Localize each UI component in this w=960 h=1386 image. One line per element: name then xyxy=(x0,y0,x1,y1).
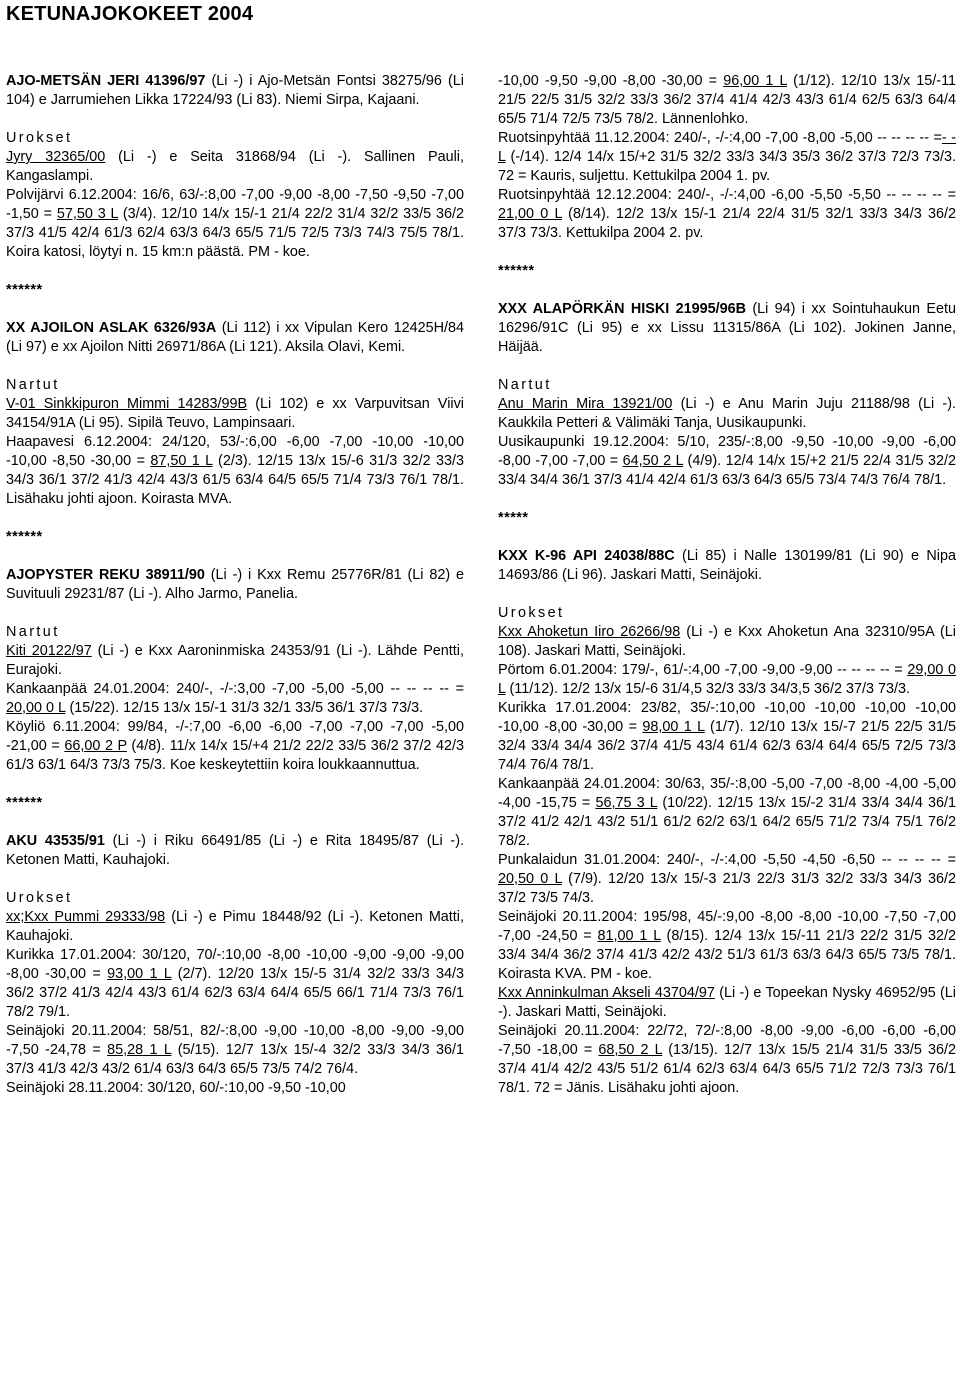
right-column xyxy=(498,72,956,1117)
result-line: Kurikka 17.01.2004: 23/82, 35/-:10,00 -10,00 -10,00 -10,00 -10,00 -10,00 -8,00 -30,00 = 98,00 1 L (1/7). 12/10 13/x 15/-7 21/5 22/5 31/5 32/4 33/4 34/4 36/2 37/4 41/5 43/4 61/4 62/3 63/4 64/4 65/5 72/5 73/3 74/4 76/4 78/1. xyxy=(498,700,956,773)
litter-entry xyxy=(6,566,464,813)
dog-name: Anu Marin Mira 13921/00 xyxy=(498,396,673,412)
dog-name: Kxx Anninkulman Akseli 43704/97 xyxy=(498,985,715,1001)
result-score: 96,00 1 L xyxy=(723,73,787,89)
result-score: 81,00 1 L xyxy=(597,928,661,944)
litter-title: KXX K-96 API 24038/88C xyxy=(498,548,675,564)
result-score: 64,50 2 L xyxy=(622,453,684,469)
result-score: - - L xyxy=(498,130,956,165)
litter-title: XX AJOILON ASLAK 6326/93A xyxy=(6,320,217,336)
result-line: Köyliö 6.11.2004: 99/84, -/-:7,00 -6,00 -6,00 -7,00 -7,00 -7,00 -5,00 -21,00 = 66,00 2 P (4/8). 11/x 14/x 15/+4 21/2 22/2 33/5 36/2 37/2 42/3 61/3 63/1 64/3 73/3 75/3. Koe keskeytettiin koira loukkaannuttua. xyxy=(6,719,464,773)
result-line: Kankaanpää 24.01.2004: 30/63, 35/-:8,00 -5,00 -7,00 -8,00 -4,00 -5,00 -4,00 -15,75 = 56,75 3 L (10/22). 12/15 13/x 15/-2 31/4 33/4 34/4 36/1 37/2 41/2 42/1 43/2 51/1 61/2 62/2 63/1 64/2 65/5 71/2 73/4 75/1 76/2 78/2. xyxy=(498,776,956,849)
litter-title: AJO-METSÄN JERI 41396/97 xyxy=(6,73,206,89)
result-line: Pörtom 6.01.2004: 179/-, 61/-:4,00 -7,00 -9,00 -9,00 -- -- -- -- = 29,00 0 L (11/12). 12/2 13/x 15/-6 31/4,5 32/3 33/3 34/3,5 36/2 37/3 73/3. xyxy=(498,662,957,697)
separator-stars: ***** xyxy=(498,510,529,526)
continued-entry xyxy=(498,72,956,281)
result-line: Kankaanpää 24.01.2004: 240/-, -/-:3,00 -7,00 -5,00 -5,00 -- -- -- -- = 20,00 0 L (15/22). 12/15 13/x 15/-1 31/3 32/1 33/5 36/1 37/3 73/3. xyxy=(6,681,464,716)
result-line: -10,00 -9,50 -9,00 -8,00 -30,00 = 96,00 1 L (1/12). 12/10 13/x 15/-11 21/5 22/5 31/5 32/2 33/3 36/2 37/4 41/4 42/3 43/3 61/4 62/5 63/3 64/4 65/5 71/4 72/5 73/5 78/2. Lännenlohko. xyxy=(498,73,957,127)
result-score: 98,00 1 L xyxy=(642,719,705,735)
section-label: Urokset xyxy=(6,890,73,906)
dog-name: Jyry 32365/00 xyxy=(6,149,106,165)
dog-name: Kxx Ahoketun Iiro 26266/98 xyxy=(498,624,681,640)
separator-stars: ****** xyxy=(6,795,43,811)
dog-header: Kxx Anninkulman Akseli 43704/97 (Li -) e Topeekan Nysky 46952/95 (Li -). Jaskari Matti, Seinäjoki. xyxy=(498,985,957,1020)
left-column xyxy=(6,72,464,1117)
litter-header: KXX K-96 API 24038/88C (Li 85) i Nalle 130199/81 (Li 90) e Nipa 14693/86 (Li 96). Jaskari Matti, Seinäjoki. xyxy=(498,548,956,583)
section-label: Nartut xyxy=(6,624,60,640)
litter-header: AKU 43535/91 (Li -) i Riku 66491/85 (Li -) e Rita 18495/87 (Li -). Ketonen Matti, Kauhajoki. xyxy=(6,833,464,868)
litter-header: AJO-METSÄN JERI 41396/97 (Li -) i Ajo-Metsän Fontsi 38275/96 (Li 104) e Jarrumiehen Likka 17224/93 (Li 83). Niemi Sirpa, Kajaani. xyxy=(6,73,465,108)
separator-stars: ****** xyxy=(498,263,535,279)
litter-entry xyxy=(6,319,464,547)
result-line: Seinäjoki 20.11.2004: 58/51, 82/-:8,00 -9,00 -10,00 -8,00 -9,00 -9,00 -7,50 -24,78 = 85,28 1 L (5/15). 12/7 13/x 15/-4 32/2 33/3 34/3 36/1 37/3 41/3 42/3 43/2 61/4 63/3 64/3 65/5 73/5 74/2 76/4. xyxy=(6,1023,464,1077)
dog-header: Kiti 20122/97 (Li -) e Kxx Aaroninmiska 24353/91 (Li -). Lähde Pentti, Eurajoki. xyxy=(6,643,464,678)
litter-title: AKU 43535/91 xyxy=(6,833,105,849)
dog-header: V-01 Sinkkipuron Mimmi 14283/99B (Li 102) e xx Varpuvitsan Viivi 34154/91A (Li 95). Sipilä Teuvo, Lampinsaari. xyxy=(6,396,464,431)
result-line: Punkalaidun 31.01.2004: 240/-, -/-:4,00 -5,50 -4,50 -6,50 -- -- -- -- = 20,50 0 L (7/9). 12/20 13/x 15/-3 21/3 22/3 31/3 32/2 33/3 34/3 36/2 37/2 73/5 74/3. xyxy=(498,852,957,906)
result-score: 20,00 0 L xyxy=(6,700,66,716)
result-line: Ruotsinpyhtää 12.12.2004: 240/-, -/-:4,00 -6,00 -5,50 -5,50 -- -- -- -- = 21,00 0 L (8/14). 12/2 13/x 15/-1 21/4 22/4 31/5 32/1 33/3 34/3 36/2 37/3 73/3. Kettukilpa 2004 2. pv. xyxy=(498,187,957,241)
result-line: Haapavesi 6.12.2004: 24/120, 53/-:6,00 -6,00 -7,00 -10,00 -10,00 -10,00 -8,50 -30,00 = 87,50 1 L (2/3). 12/15 13/x 15/-6 31/3 32/2 33/3 34/3 36/1 37/2 41/3 42/4 43/3 61/5 63/4 64/5 65/5 71/4 73/3 76/1 78/1. Lisähaku johti ajoon. Koirasta MVA. xyxy=(6,434,464,507)
dog-name: xx;Kxx Pummi 29333/98 xyxy=(6,909,166,925)
litter-entry xyxy=(498,300,956,528)
result-score: 20,50 0 L xyxy=(498,871,562,887)
section-label: Nartut xyxy=(6,377,60,393)
result-line: Polvijärvi 6.12.2004: 16/6, 63/-:8,00 -7,00 -9,00 -8,00 -7,50 -9,50 -7,00 -1,50 = 57,50 3 L (3/4). 12/10 14/x 15/-1 21/4 22/2 31/4 32/2 33/5 36/2 37/3 41/5 42/4 61/3 62/4 63/3 64/3 65/5 71/5 72/5 73/3 74/3 75/5 78/1. Koira katosi, löytyi n. 15 km:n päästä. PM - koe. xyxy=(6,187,465,260)
result-line: Seinäjoki 28.11.2004: 30/120, 60/-:10,00 -9,50 -10,00 xyxy=(6,1080,346,1096)
result-line: Seinäjoki 20.11.2004: 22/72, 72/-:8,00 -8,00 -9,00 -6,00 -6,00 -6,00 -7,50 -18,00 = 68,50 2 L (13/15). 12/7 13/x 15/5 21/4 31/5 33/5 36/2 37/4 41/4 42/2 43/5 51/2 61/4 62/3 63/4 64/3 65/5 71/2 72/3 73/3 76/1 78/1. 72 = Jänis. Lisähaku johti ajoon. xyxy=(498,1023,956,1096)
result-score: 57,50 3 L xyxy=(56,206,119,222)
dog-header: xx;Kxx Pummi 29333/98 (Li -) e Pimu 18448/92 (Li -). Ketonen Matti, Kauhajoki. xyxy=(6,909,464,944)
litter-header: XX AJOILON ASLAK 6326/93A (Li 112) i xx Vipulan Kero 12425H/84 (Li 97) e xx Ajoilon Nitti 26971/86A (Li 121). Aksila Olavi, Kemi. xyxy=(6,320,464,355)
litter-entry xyxy=(6,832,464,1098)
section-label: Urokset xyxy=(498,605,565,621)
dog-header: Jyry 32365/00 (Li -) e Seita 31868/94 (Li -). Sallinen Pauli, Kangaslampi. xyxy=(6,149,464,184)
result-score: 56,75 3 L xyxy=(595,795,658,811)
separator-stars: ****** xyxy=(6,282,43,298)
result-score: 93,00 1 L xyxy=(107,966,172,982)
result-score: 29,00 0 L xyxy=(498,662,957,697)
result-line: Kurikka 17.01.2004: 30/120, 70/-:10,00 -8,00 -10,00 -9,00 -9,00 -9,00 -8,00 -30,00 = 93,00 1 L (2/7). 12/20 13/x 15/-5 31/4 32/2 33/3 34/3 36/2 37/2 41/3 42/4 43/3 61/4 62/3 63/4 64/4 65/5 66/1 71/4 73/3 76/1 78/2 79/1. xyxy=(6,947,464,1020)
result-line: Ruotsinpyhtää 11.12.2004: 240/-, -/-:4,00 -7,00 -8,00 -5,00 -- -- -- -- =- - L (-/14). 12/4 14/x 15/+2 31/5 32/2 33/3 34/3 35/3 36/2 37/3 72/3 73/3. 72 = Kauris, suljettu. Kettukilpa 2004 1. pv. xyxy=(498,130,956,184)
dog-header: Kxx Ahoketun Iiro 26266/98 (Li -) e Kxx Ahoketun Ana 32310/95A (Li 108). Jaskari Matti, Seinäjoki. xyxy=(498,624,957,659)
section-label: Urokset xyxy=(6,130,73,146)
litter-entry xyxy=(6,72,464,300)
dog-name: V-01 Sinkkipuron Mimmi 14283/99B xyxy=(6,396,248,412)
result-score: 87,50 1 L xyxy=(150,453,213,469)
litter-header: XXX ALAPÖRKÄN HISKI 21995/96B (Li 94) i xx Sointuhaukun Eetu 16296/91C (Li 95) e xx Lissu 11315/86A (Li 102). Jokinen Janne, Häijää. xyxy=(498,301,956,355)
result-line: Seinäjoki 20.11.2004: 195/98, 45/-:9,00 -8,00 -8,00 -10,00 -7,50 -7,00 -7,00 -24,50 = 81,00 1 L (8/15). 12/4 13/x 15/-11 21/3 22/2 31/5 32/2 33/4 34/4 36/2 37/4 41/3 42/2 43/2 51/3 61/3 63/3 64/3 65/5 73/5 78/1. Koirasta KVA. PM - koe. xyxy=(498,909,956,982)
separator-stars: ****** xyxy=(6,529,43,545)
page-title: KETUNAJOKOKEET 2004 xyxy=(6,3,254,25)
litter-title: XXX ALAPÖRKÄN HISKI 21995/96B xyxy=(498,301,746,317)
litter-title: AJOPYSTER REKU 38911/90 xyxy=(6,567,205,583)
dog-name: Kiti 20122/97 xyxy=(6,643,92,659)
result-score: 21,00 0 L xyxy=(498,206,562,222)
section-label: Nartut xyxy=(498,377,552,393)
litter-entry xyxy=(498,547,956,1098)
dog-header: Anu Marin Mira 13921/00 (Li -) e Anu Marin Juju 21188/98 (Li -). Kaukkila Petteri & Välimäki Tanja, Uusikaupunki. xyxy=(498,396,956,431)
result-line: Uusikaupunki 19.12.2004: 5/10, 235/-:8,00 -9,50 -10,00 -9,00 -6,00 -8,00 -7,00 -7,00 = 64,50 2 L (4/9). 12/4 14/x 15/+2 21/5 22/4 31/5 32/2 33/4 34/4 36/1 37/3 41/4 42/4 61/3 63/3 64/3 65/5 73/4 74/3 76/4 78/1. xyxy=(498,434,956,488)
result-score: 66,00 2 P xyxy=(64,738,127,754)
result-score: 85,28 1 L xyxy=(107,1042,172,1058)
result-score: 68,50 2 L xyxy=(598,1042,663,1058)
litter-header: AJOPYSTER REKU 38911/90 (Li -) i Kxx Remu 25776R/81 (Li 82) e Suvituuli 29231/87 (Li -). Alho Jarmo, Panelia. xyxy=(6,567,464,602)
